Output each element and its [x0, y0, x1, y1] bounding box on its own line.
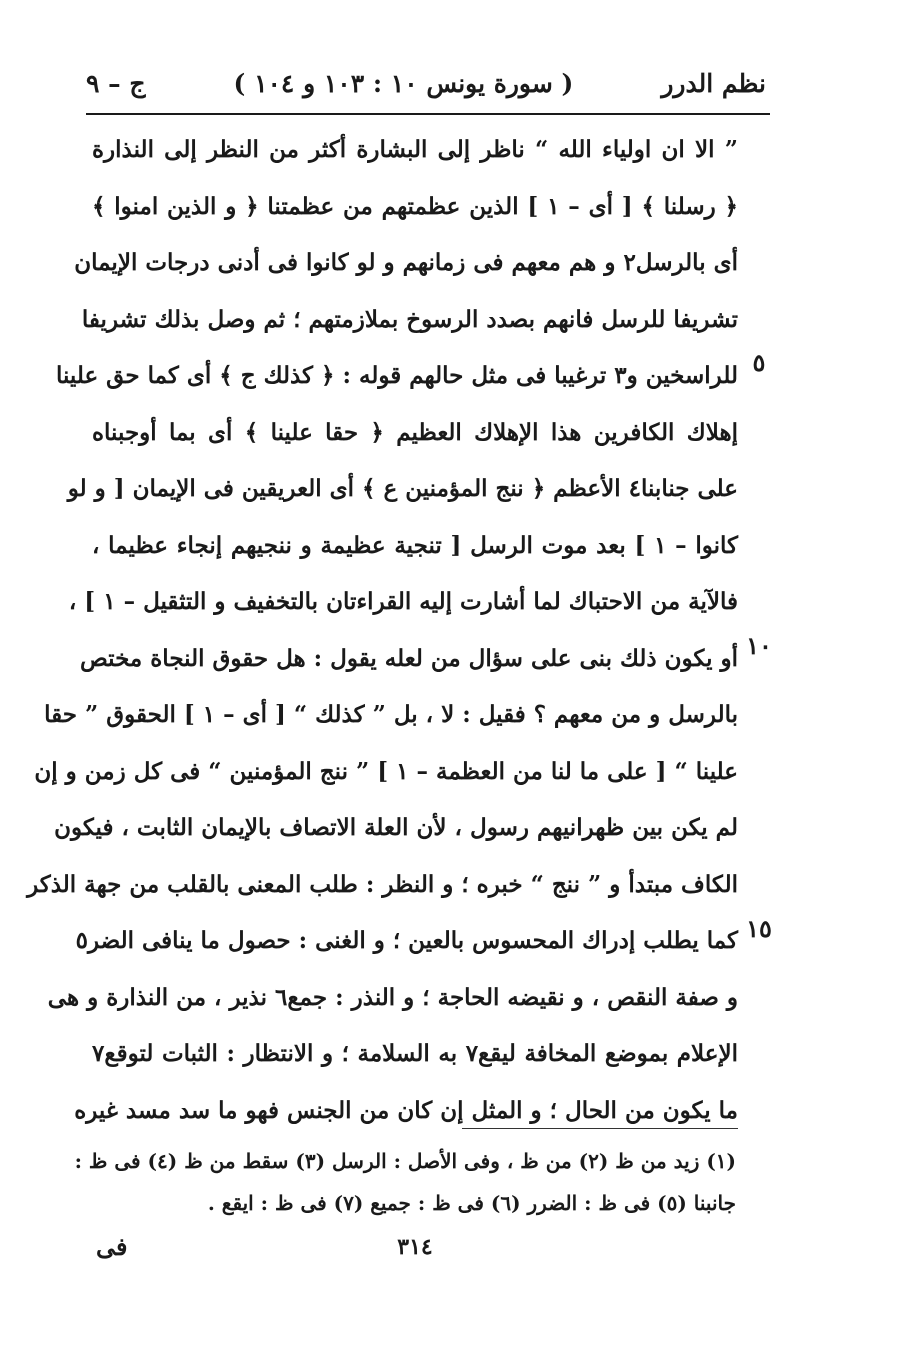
book-title: نظم الدرر	[661, 68, 766, 98]
footnote-line: (١) زيد من ظ (٢) من ظ ، وفى الأصل : الرسل (٣) سقط من ظ (٤) فى ظ :	[74, 1149, 736, 1173]
text-line: للراسخين و٣ ترغيبا فى مثل حالهم قوله : ﴿ كذلك ج ﴾ أى كما حق علينا	[55, 362, 738, 389]
text-line: ما يكون من الحال ؛ و المثل إن كان من الجنس فهو ما سد مسد غيره	[74, 1096, 738, 1124]
footnotes	[74, 1140, 736, 1224]
text-line: الإعلام بموضع المخافة ليقع٧ به السلامة ؛ و الانتظار : الثبات لتوقع٧	[92, 1040, 738, 1067]
text-line: فالآية من الاحتباك لما أشارت إليه القراءتان بالتخفيف و التثقيل – ١ ] ،	[68, 588, 738, 615]
text-line: إهلاك الكافرين هذا الإهلاك العظيم ﴿ حقا علينا ﴾ أى بما أوجبناه	[92, 418, 738, 446]
text-line: تشريفا للرسل فانهم بصدد الرسوخ بملازمتهم ؛ ثم وصل بذلك تشريفا	[81, 305, 738, 333]
catchword: فى	[96, 1232, 128, 1261]
text-line: بالرسل و من معهم ؟ فقيل : لا ، بل ” كذلك “ [ أى – ١ ] الحقوق ” حقا	[44, 701, 738, 728]
header-rule	[86, 113, 770, 115]
text-line: كما يطلب إدراك المحسوس بالعين ؛ و الغنى : حصول ما ينافى الضر٥	[75, 927, 738, 954]
text-line: لم يكن بين ظهرانيهم رسول ، لأن العلة الاتصاف بالإيمان الثابت ، فيكون	[54, 814, 738, 841]
text-line: ﴿ رسلنا ﴾ [ أى – ١ ] الذين عظمتهم من عظمتنا ﴿ و الذين امنوا ﴾	[92, 192, 738, 220]
surah-reference: ( سورة يونس ١٠ : ١٠٣ و ١٠٤ )	[233, 68, 574, 98]
footnote-rule	[462, 1128, 738, 1129]
line-number-15: ١٥	[746, 914, 772, 943]
text-line: ” الا ان اولياء الله “ ناظر إلى البشارة أكثر من النظر إلى النذارة	[92, 136, 738, 163]
text-line: كانوا – ١ ] بعد موت الرسل [ تنجية عظيمة و ننجيهم إنجاء عظيما ،	[92, 531, 738, 559]
text-line: أى بالرسل٢ و هم معهم فى زمانهم و لو كانوا فى أدنى درجات الإيمان	[74, 249, 738, 276]
text-line: علينا “ [ على ما لنا من العظمة – ١ ] ” ننج المؤمنين “ فى كل زمن و إن	[34, 757, 738, 785]
line-number-10: ١٠	[746, 631, 772, 660]
running-header	[86, 58, 766, 108]
text-line: على جنابنا٤ الأعظم ﴿ ننج المؤمنين ع ﴾ أى العريقين فى الإيمان [ و لو	[67, 475, 738, 502]
footnote-line: جانبنا (٥) فى ظ : الضرر (٦) فى ظ : جميع (٧) فى ظ : ايقع .	[207, 1191, 736, 1215]
text-line: و صفة النقص ، و نقيضه الحاجة ؛ و النذر : جمع٦ نذير ، من النذارة و هى	[47, 983, 738, 1011]
volume-number: ج – ٩	[86, 68, 146, 98]
text-line: أو يكون ذلك بنى على سؤال من لعله يقول : هل حقوق النجاة مختص	[79, 644, 738, 672]
line-number-5: ٥	[752, 348, 766, 377]
text-line: الكاف مبتدأ و ” ننج “ خبره ؛ و النظر : طلب المعنى بالقلب من جهة الذكر	[27, 870, 738, 898]
page-number: ٣١٤	[397, 1234, 433, 1260]
main-text	[27, 122, 738, 1139]
